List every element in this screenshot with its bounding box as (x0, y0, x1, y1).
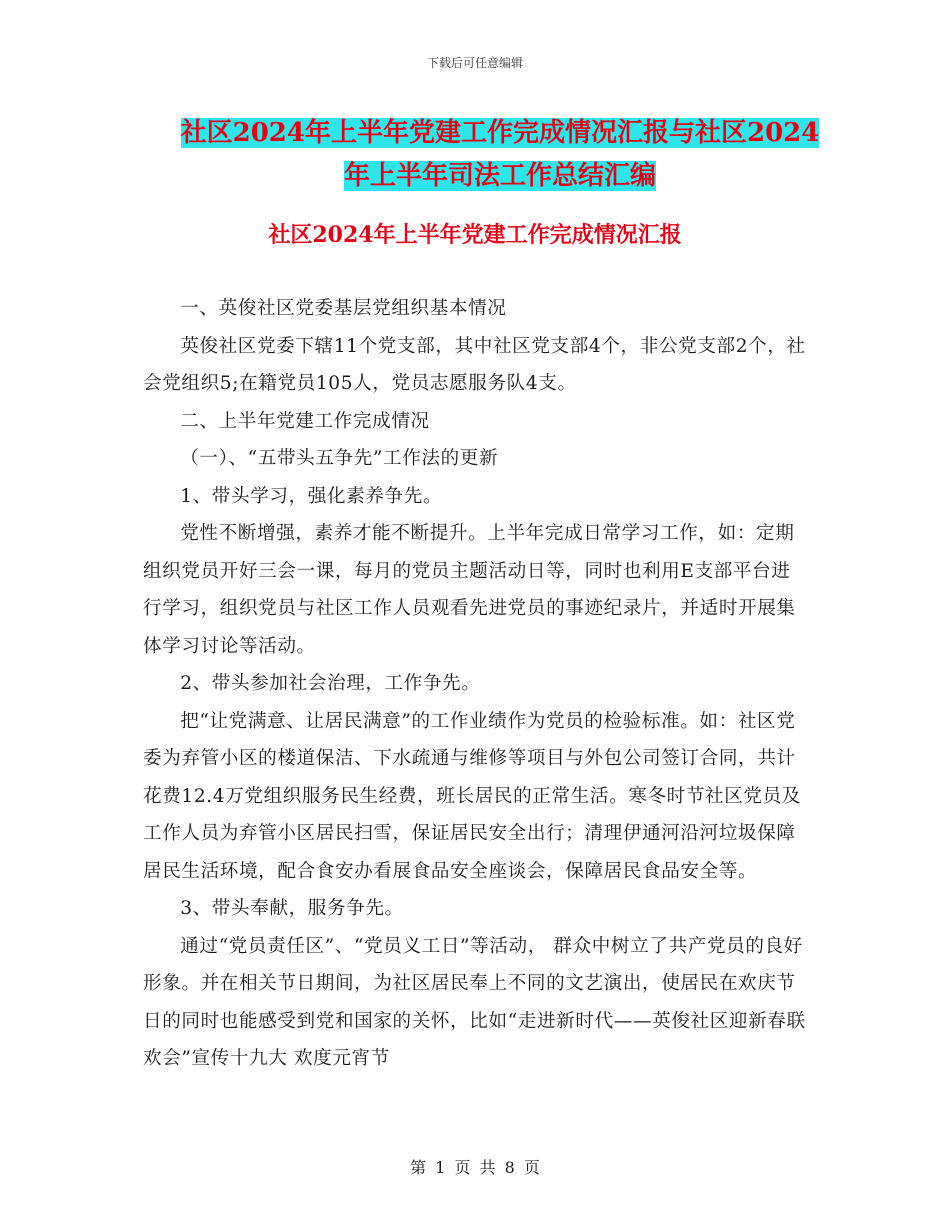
heading-2: 二、上半年党建工作完成情况 (180, 410, 430, 432)
paragraph: 党性不断增强，素养才能不断提升。上半年完成日常学习工作，如：定期组织党员开好三会一课，每月的党员主题活动日等，同时也利用E支部平台进行学习，组织党员与社区工作人员观看先进党员的事迹纪录片，并适时开展集体学习讨论等活动。 (143, 523, 796, 657)
section-title: 社区2024年上半年党建工作完成情况汇报 (268, 222, 682, 248)
heading-2-1: （一）、“五带头五争先”工作法的更新 (180, 448, 499, 469)
document-title-line-2: 年上半年司法工作总结汇编 (343, 161, 656, 191)
item-heading-1: 1、带头学习，强化素养争先。 (180, 485, 443, 507)
paragraph: 英俊社区党委下辖11个党支部，其中社区党支部4个，非公党支部2个，社会党组织5;在籍党员105人，党员志愿服务队4支。 (143, 335, 806, 394)
document-title (140, 112, 860, 198)
paragraph: 把“让党满意、让居民满意”的工作业绩作为党员的检验标准。如：社区党委为弃管小区的楼道保洁、下水疏通与维修等项目与外包公司签订合同，共计花费12.4万党组织服务民生经费，班长居民的正常生活。寒冬时节社区党员及工作人员为弃管小区居民扫雪，保证居民安全出行；清理伊通河沿河垃圾保障居民生活环境，配合食安办看展食品安全座谈会，保障居民食品安全等。 (143, 710, 802, 882)
item-heading-2: 2、带头参加社会治理，工作争先。 (180, 673, 481, 694)
heading-1: 一、英俊社区党委基层党组织基本情况 (180, 298, 507, 319)
document-title-line-1: 社区2024年上半年党建工作完成情况汇报与社区2024 (180, 118, 820, 148)
page-number: 第 1 页 共 8 页 (410, 1158, 540, 1177)
body-text (143, 290, 808, 1078)
header-note: 下载后可任意编辑 (426, 56, 523, 70)
paragraph: 通过“党员责任区”、“党员义工日”等活动， 群众中树立了共产党员的良好形象。并在相关节日期间，为社区居民奉上不同的文艺演出，使居民在欢庆节日的同时也能感受到党和国家的关怀，比如“走进新时代——英俊社区迎新春联欢会”宣传十九大 欢度元宵节 (143, 935, 806, 1069)
item-heading-3: 3、带头奉献，服务争先。 (180, 898, 404, 919)
